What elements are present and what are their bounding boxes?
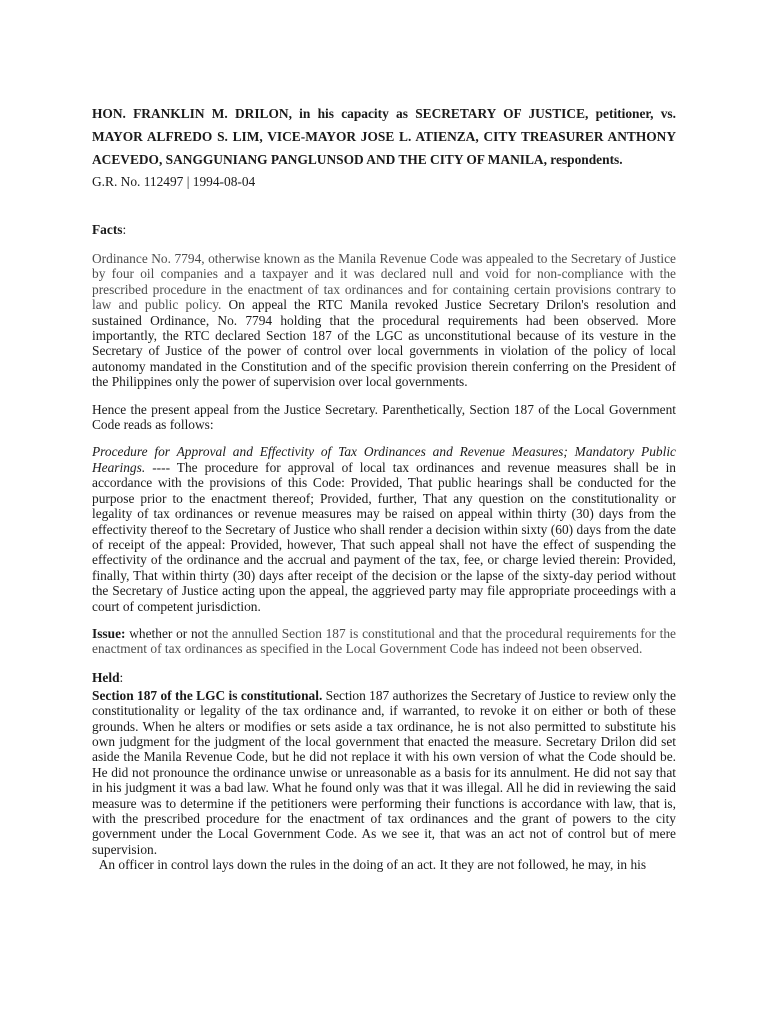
section-187-title: Procedure for Approval and Effectivity of Tax Ordinances and Revenue Measures; Mandatory Public Hearings. <box>92 444 676 475</box>
facts-text-part1: Ordinance No. 7794, otherwise known as the Manila Revenue Code was appealed to the Secretary of Justice by four oil companies and a taxpayer and it was declared null and void for non-compliance with the prescribed procedure in the enactment of tax ordinances and for containing certain provisions contrary to law and public policy. <box>92 251 676 313</box>
held-heading-colon: : <box>119 669 124 685</box>
section-187-paragraph <box>92 444 676 613</box>
facts-heading <box>92 221 676 239</box>
hence-paragraph: Hence the present appeal from the Justice Secretary. Parenthetically, Section 187 of the Local Government Code reads as follows: <box>92 401 676 433</box>
case-gr-number: G.R. No. 112497 | 1994-08-04 <box>92 174 256 189</box>
facts-paragraph <box>92 251 676 390</box>
held-lead: Section 187 of the LGC is constitutional. <box>92 687 323 703</box>
held-paragraph <box>92 688 676 857</box>
held-heading <box>92 669 676 687</box>
issue-lead: whether or not <box>125 625 212 641</box>
case-title: HON. FRANKLIN M. DRILON, in his capacity as SECRETARY OF JUSTICE, petitioner, vs. MAYOR ALFREDO S. LIM, VICE-MAYOR JOSE L. ATIENZA, CITY TREASURER ANTHONY ACEVEDO, SANGGUNIANG PANGLUNSOD AND THE CITY OF MANILA, respondents. <box>92 106 676 167</box>
facts-heading-label: Facts <box>92 222 123 237</box>
issue-label: Issue: <box>92 625 126 641</box>
facts-heading-colon: : <box>122 222 127 237</box>
issue-paragraph <box>92 626 676 657</box>
facts-text-part2: On appeal the RTC Manila revoked Justice Secretary Drilon's resolution and sustained Ordinance, No. 7794 holding that the procedural requirements had been observed. More importantly, the RTC declared Section 187 of the LGC as unconstitutional because of its vesture in the Secretary of Justice of the power of control over local governments in violation of the policy of local autonomy mandated in the Constitution and of the specific provision therein conferring on the President of the Philippines only the power of supervision over local governments. <box>92 297 676 390</box>
held-body: Section 187 authorizes the Secretary of Justice to review only the constitutionality or legality of the tax ordinance and, if warranted, to revoke it on either or both of these grounds. When he alters or modifies or sets aside a tax ordinance, he is not also permitted to substitute his own judgment for the judgment of the local government that enacted the measure. Secretary Drilon did set aside the Manila Revenue Code, but he did not replace it with his own version of what the Code should be. He did not pronounce the ordinance unwise or unreasonable as a basis for its annulment. He did not say that in his judgment it was a bad law. What he found only was that it was illegal. All he did in reviewing the said measure was to determine if the petitioners were performing their functions is accordance with law, that is, with the prescribed procedure for the enactment of tax ordinances and the grant of powers to the city government under the Local Government Code. As we see it, that was an act not of control but of mere supervision. <box>92 687 676 857</box>
held-continuation: An officer in control lays down the rules in the doing of an act. It they are not followed, he may, in his <box>92 857 647 873</box>
section-187-body: ---- The procedure for approval of local tax ordinances and revenue measures shall be in accordance with the provisions of this Code: Provided, That public hearings shall be conducted for the purpose prior to the enactment thereof; Provided, further, That any question on the constitutionality or legality of tax ordinances or revenue measures may be raised on appeal within thirty (30) days from the effectivity thereof to the Secretary of Justice who shall render a decision within sixty (60) days from the date of receipt of the appeal: Provided, however, That such appeal shall not have the effect of suspending the effectivity of the ordinance and the accrual and payment of the tax, fee, or charge levied therein: Provided, finally, That within thirty (30) days after receipt of the decision or the lapse of the sixty-day period without the Secretary of Justice acting upon the appeal, the aggrieved party may file appropriate proceedings with a court of competent jurisdiction. <box>92 459 676 614</box>
issue-body: the annulled Section 187 is constitutional and that the procedural requirements for the enactment of tax ordinances as specified in the Local Government Code has indeed not been observed. <box>92 625 676 657</box>
held-heading-label: Held <box>92 669 120 685</box>
